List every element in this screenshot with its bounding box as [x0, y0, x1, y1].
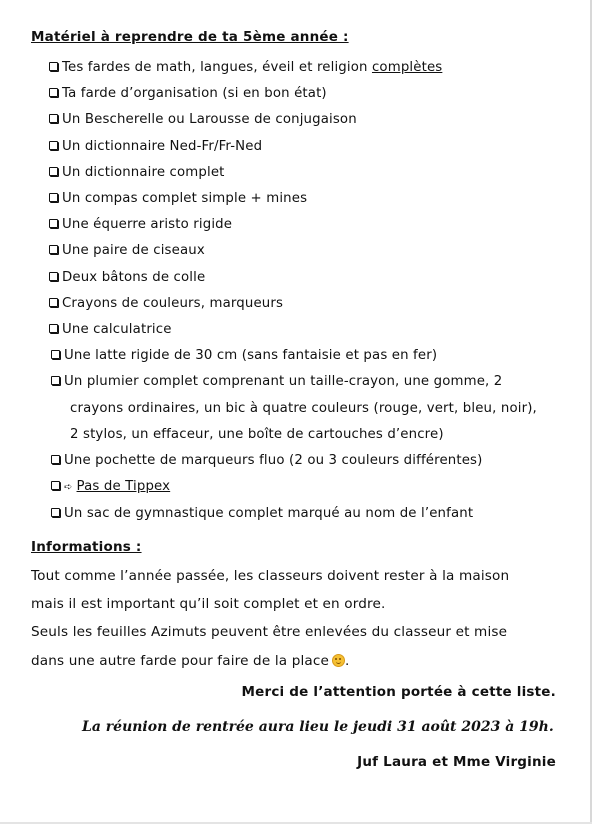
checkbox-icon — [51, 508, 60, 517]
checkbox-icon — [49, 298, 58, 307]
checkbox-icon — [49, 219, 58, 228]
checkbox-icon — [51, 350, 60, 359]
checkbox-icon — [51, 481, 60, 490]
materiel-list — [49, 55, 579, 528]
checkbox-icon — [49, 324, 58, 333]
emphasis-underlined: complètes — [371, 60, 443, 75]
info-line: mais il est important qu’il soit complet et en ordre. — [31, 596, 386, 613]
pointing-arrow-icon: ➪ — [64, 482, 73, 494]
list-item: Une paire de ciseaux — [49, 238, 579, 264]
checkbox-icon — [49, 193, 58, 202]
list-item: Une calculatrice — [49, 317, 579, 343]
list-item: Un dictionnaire complet — [49, 160, 579, 186]
checkbox-icon — [49, 141, 58, 150]
checkbox-icon — [51, 455, 60, 464]
list-item: Une équerre aristo rigide — [49, 212, 579, 238]
checkbox-icon — [51, 376, 60, 385]
list-item: Un compas complet simple + mines — [49, 186, 579, 212]
list-item: Tes fardes de math, langues, éveil et religion complètes — [49, 55, 579, 81]
checkbox-icon — [49, 62, 58, 71]
checkbox-icon — [49, 245, 58, 254]
informations-title: Informations : — [31, 539, 142, 555]
thanks-note: Merci de l’attention portée à cette liste. — [241, 684, 556, 700]
list-item: ➪ Pas de Tippex — [49, 474, 579, 501]
list-item: Un dictionnaire Ned-Fr/Fr-Ned — [49, 134, 579, 160]
checkbox-icon — [49, 167, 58, 176]
list-item: Une pochette de marqueurs fluo (2 ou 3 couleurs différentes) — [49, 448, 579, 474]
list-item: Un plumier complet comprenant un taille-crayon, une gomme, 2 crayons ordinaires, un bic à quatre couleurs (rouge, vert, bleu, noir), 2 stylos, un effaceur, une boîte de cartouches d’encre) — [49, 369, 579, 448]
info-line: dans une autre farde pour faire de la place . — [31, 652, 350, 669]
info-line: Tout comme l’année passée, les classeurs doivent rester à la maison — [31, 568, 510, 584]
checkbox-icon — [49, 272, 58, 281]
list-item: Deux bâtons de colle — [49, 265, 579, 291]
list-item: Ta farde d’organisation (si en bon état) — [49, 81, 579, 107]
list-item: Un Bescherelle ou Larousse de conjugaison — [49, 107, 579, 133]
meeting-announcement: La réunion de rentrée aura lieu le jeudi 31 août 2023 à 19h. — [82, 719, 554, 735]
informations-body — [31, 562, 576, 675]
signature: Juf Laura et Mme Virginie — [357, 754, 556, 770]
checkbox-icon — [49, 88, 58, 97]
list-item: Un sac de gymnastique complet marqué au nom de l’enfant — [49, 501, 579, 527]
info-line: Seuls les feuilles Azimuts peuvent être enlevées du classeur et mise — [31, 624, 508, 641]
materiel-title: Matériel à reprendre de ta 5ème année : — [31, 29, 349, 45]
smiley-icon — [332, 654, 345, 667]
list-item: Crayons de couleurs, marqueurs — [49, 291, 579, 317]
checkbox-icon — [49, 114, 58, 123]
list-item: Une latte rigide de 30 cm (sans fantaisie et pas en fer) — [49, 343, 579, 369]
